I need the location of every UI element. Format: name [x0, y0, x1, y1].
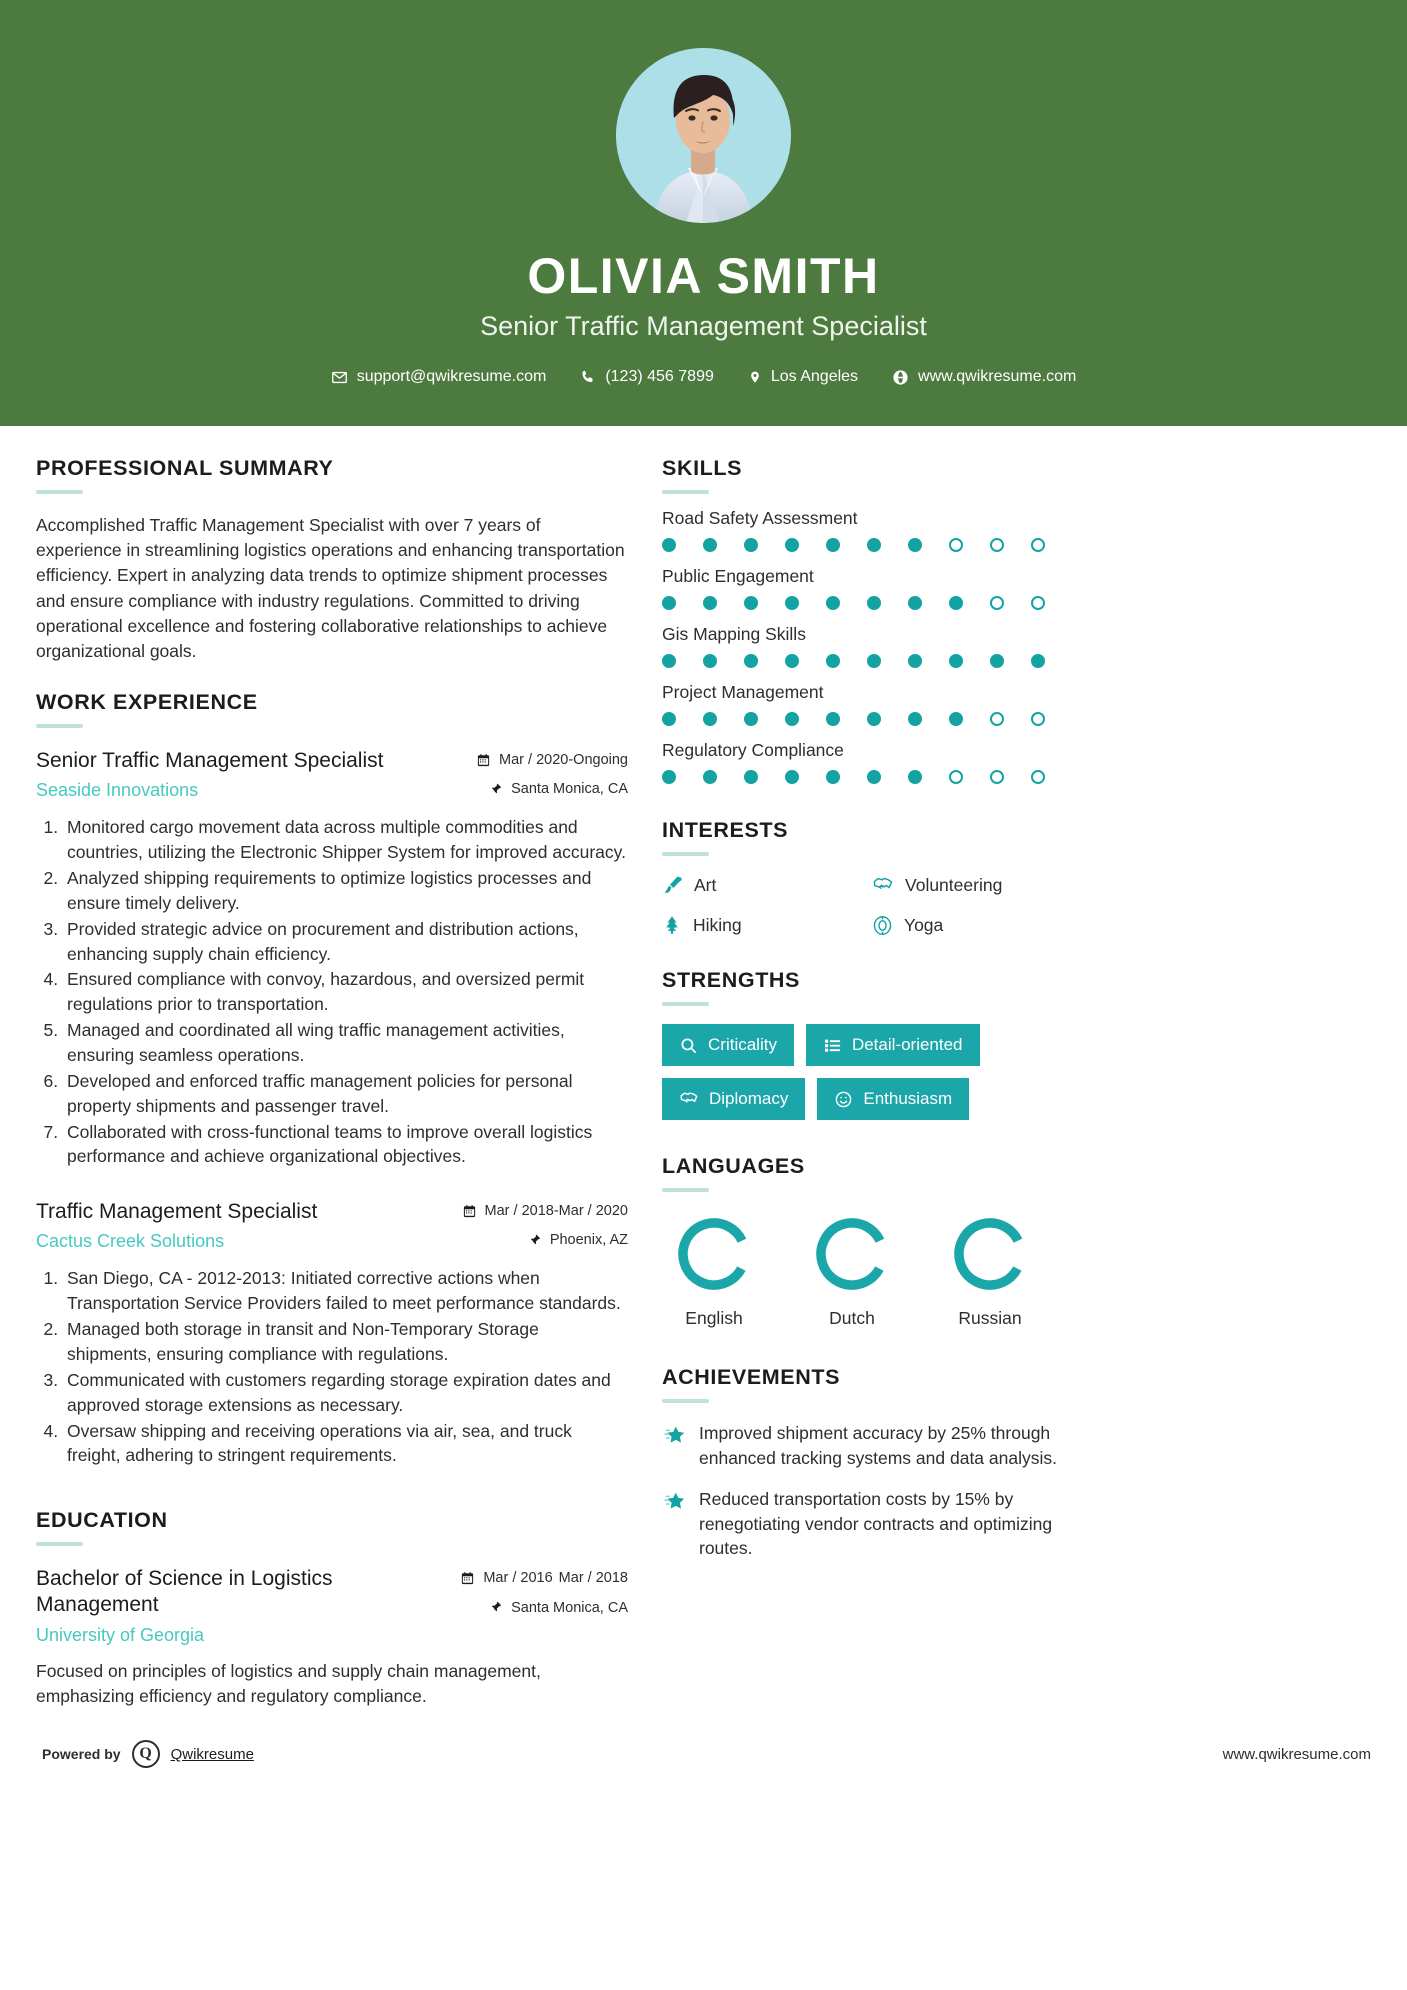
education-location: Santa Monica, CA — [511, 1599, 628, 1616]
languages-row — [662, 1214, 1072, 1329]
location-pin-icon — [748, 369, 762, 386]
experience-header — [36, 748, 628, 801]
skill-label: Public Engagement — [662, 566, 814, 586]
skill-dot — [867, 654, 881, 668]
section-rule — [662, 1188, 709, 1192]
skill-dot-cell — [785, 712, 826, 726]
section-languages — [662, 1154, 1072, 1329]
skill-dot — [949, 712, 963, 726]
contact-location[interactable] — [731, 368, 875, 386]
skill-dot — [826, 712, 840, 726]
education-dates-line — [460, 1570, 628, 1587]
contact-row — [0, 368, 1407, 386]
skill-item — [662, 566, 1072, 610]
achievement-text: Reduced transportation costs by 15% by renegotiating vendor contracts and optimizing routes. — [699, 1489, 1053, 1558]
interest-item-art — [662, 874, 862, 896]
education-date-end: Mar / 2018 — [558, 1570, 628, 1587]
skill-dot — [949, 596, 963, 610]
skill-dot — [662, 770, 676, 784]
section-title: SKILLS — [662, 456, 743, 480]
list-item: 3. Provided strategic advice on procurement and distribution actions, enhancing supply chain efficiency. — [63, 917, 628, 967]
resume-body — [0, 426, 1407, 1716]
skill-dot — [990, 712, 1004, 726]
tree-icon — [662, 914, 682, 936]
section-rule — [662, 1002, 709, 1006]
experience-item — [36, 748, 628, 1169]
skill-dot-cell — [949, 538, 990, 552]
skill-item — [662, 508, 1072, 552]
skill-dot — [1031, 712, 1045, 726]
skill-rating — [662, 770, 1072, 784]
list-icon — [823, 1036, 842, 1055]
right-column — [662, 456, 1072, 1578]
star-icon — [662, 1424, 686, 1448]
interest-label: Hiking — [693, 914, 742, 935]
skill-dot — [826, 596, 840, 610]
skill-dot-cell — [662, 770, 703, 784]
skill-dot — [785, 538, 799, 552]
pushpin-icon — [489, 782, 503, 797]
section-strengths — [662, 968, 1072, 1120]
education-date-start-wrap — [483, 1570, 552, 1587]
skill-dot-cell — [662, 654, 703, 668]
skill-dot-cell — [1031, 538, 1072, 552]
list-item: 1. San Diego, CA - 2012-2013: Initiated corrective actions when Transportation Service Providers failed to meet performance standards. — [63, 1266, 628, 1316]
skill-dot-cell — [744, 596, 785, 610]
section-education — [36, 1508, 628, 1708]
experience-location-line — [476, 781, 628, 797]
education-school[interactable]: University of Georgia — [36, 1624, 205, 1645]
contact-website[interactable] — [875, 368, 1093, 386]
donut-chart-icon — [674, 1214, 754, 1294]
interest-label: Art — [694, 874, 717, 895]
skill-dot-cell — [703, 596, 744, 610]
skill-dot — [744, 654, 758, 668]
section-interests — [662, 818, 1072, 936]
qwikresume-link[interactable]: Qwikresume — [170, 1745, 254, 1763]
language-ring — [812, 1214, 892, 1294]
magnifier-icon — [679, 1036, 698, 1055]
section-rule — [662, 490, 709, 494]
skill-dot — [908, 538, 922, 552]
skill-dot-cell — [990, 654, 1031, 668]
page-title: OLIVIA SMITH — [527, 248, 880, 304]
skill-dot-cell — [867, 596, 908, 610]
skill-dot — [990, 596, 1004, 610]
star-icon — [662, 1490, 686, 1514]
section-rule — [36, 724, 83, 728]
skill-dot-cell — [826, 654, 867, 668]
skill-dot — [785, 654, 799, 668]
skill-dot — [703, 654, 717, 668]
section-professional-summary — [36, 456, 628, 664]
list-item: 3. Communicated with customers regarding storage expiration dates and approved storage extensions as necessary. — [63, 1368, 628, 1418]
education-header — [36, 1566, 628, 1646]
skill-dot — [703, 712, 717, 726]
section-title: ACHIEVEMENTS — [662, 1365, 841, 1389]
education-location-line — [460, 1600, 628, 1616]
skill-dot-cell — [867, 770, 908, 784]
interest-item-hiking — [662, 914, 862, 936]
section-work-experience — [36, 690, 628, 1468]
skill-label: Regulatory Compliance — [662, 740, 844, 760]
skill-dot — [744, 770, 758, 784]
language-label: Russian — [958, 1308, 1022, 1328]
section-title: WORK EXPERIENCE — [36, 690, 258, 715]
yoga-icon — [872, 915, 893, 936]
skill-dot-cell — [744, 654, 785, 668]
skill-dot-cell — [908, 654, 949, 668]
list-item: 2. Managed both storage in transit and Non-Temporary Storage shipments, ensuring compliance with regulations. — [63, 1317, 628, 1367]
contact-email[interactable] — [314, 368, 564, 386]
skill-dot-cell — [908, 770, 949, 784]
education-date-end-wrap — [559, 1570, 628, 1587]
achievement-item — [662, 1487, 1072, 1561]
skill-dot — [703, 770, 717, 784]
list-item: 1. Monitored cargo movement data across multiple commodities and countries, utilizing the Electronic Shipper System for improved accuracy. — [63, 815, 628, 865]
experience-bullets — [36, 815, 628, 1169]
skill-rating — [662, 538, 1072, 552]
skill-dot — [744, 596, 758, 610]
education-date-start: Mar / 2016 — [483, 1570, 553, 1587]
skill-rating — [662, 654, 1072, 668]
skill-dot-cell — [662, 538, 703, 552]
contact-website-text: www.qwikresume.com — [918, 368, 1077, 385]
calendar-icon — [476, 753, 491, 768]
education-degree: Bachelor of Science in Logistics Management — [36, 1567, 333, 1617]
skill-dot — [990, 538, 1004, 552]
language-label: English — [685, 1308, 743, 1328]
skill-dot — [826, 770, 840, 784]
skill-dot-cell — [990, 538, 1031, 552]
strength-label: Enthusiasm — [863, 1089, 953, 1108]
phone-icon — [580, 369, 596, 385]
skill-dot-cell — [990, 712, 1031, 726]
donut-chart-icon — [812, 1214, 892, 1294]
skill-dot-cell — [785, 538, 826, 552]
skill-dot-cell — [744, 538, 785, 552]
achievement-item — [662, 1421, 1072, 1470]
skill-dot — [949, 770, 963, 784]
skill-dot — [949, 654, 963, 668]
section-title: STRENGTHS — [662, 968, 800, 992]
contact-phone-text: (123) 456 7899 — [605, 368, 714, 385]
skill-dot — [908, 712, 922, 726]
smiley-icon — [834, 1090, 853, 1109]
experience-role: Traffic Management Specialist — [36, 1200, 318, 1224]
skill-dot — [1031, 654, 1045, 668]
skill-dot — [908, 770, 922, 784]
skill-dot — [826, 538, 840, 552]
resume-header — [0, 0, 1407, 426]
skill-dot-cell — [826, 596, 867, 610]
skill-dot-cell — [908, 712, 949, 726]
skill-dot-cell — [867, 538, 908, 552]
skill-label: Project Management — [662, 682, 824, 702]
portrait-photo-icon — [616, 48, 791, 223]
experience-meta — [476, 748, 628, 797]
contact-location-text: Los Angeles — [770, 368, 859, 385]
qwikresume-logo-icon: Q — [132, 1740, 160, 1768]
skill-dot-cell — [785, 770, 826, 784]
strength-chip-criticality[interactable] — [662, 1024, 794, 1066]
experience-location: Santa Monica, CA — [511, 781, 628, 798]
skill-dot-cell — [744, 712, 785, 726]
skill-dot-cell — [662, 596, 703, 610]
skill-dot-cell — [1031, 712, 1072, 726]
language-ring — [950, 1214, 1030, 1294]
skill-dot — [867, 596, 881, 610]
donut-chart-icon — [950, 1214, 1030, 1294]
section-title: INTERESTS — [662, 818, 789, 842]
strength-label: Detail-oriented — [851, 1035, 963, 1054]
strength-label: Criticality — [708, 1035, 777, 1054]
strengths-chips — [662, 1024, 1072, 1120]
section-title: LANGUAGES — [662, 1154, 805, 1178]
skill-dot-cell — [785, 596, 826, 610]
envelope-icon — [331, 369, 348, 386]
skill-dot — [703, 596, 717, 610]
calendar-icon — [460, 1571, 475, 1586]
skill-item — [662, 740, 1072, 784]
powered-by-block — [42, 1740, 254, 1768]
contact-email-text: support@qwikresume.com — [356, 368, 547, 385]
experience-meta — [462, 1199, 628, 1248]
skill-dot — [867, 770, 881, 784]
paintbrush-icon — [662, 875, 683, 896]
experience-dates: Mar / 2020-Ongoing — [499, 752, 628, 769]
skill-dot — [662, 654, 676, 668]
skill-dot — [785, 712, 799, 726]
calendar-icon — [462, 1204, 477, 1219]
skill-dot — [826, 654, 840, 668]
experience-location: Phoenix, AZ — [549, 1232, 628, 1249]
language-item-russian — [944, 1214, 1036, 1329]
skill-dot-cell — [908, 596, 949, 610]
experience-role: Senior Traffic Management Specialist — [36, 749, 384, 773]
experience-company[interactable]: Seaside Innovations — [36, 780, 199, 801]
skill-dot-cell — [949, 654, 990, 668]
skill-dot-cell — [785, 654, 826, 668]
experience-dates-line — [476, 752, 628, 768]
skill-label: Gis Mapping Skills — [662, 624, 806, 644]
skill-dot-cell — [949, 596, 990, 610]
skill-rating — [662, 596, 1072, 610]
interest-label: Yoga — [904, 914, 944, 935]
language-item-dutch — [806, 1214, 898, 1329]
skill-dot — [908, 596, 922, 610]
experience-header — [36, 1199, 628, 1252]
skill-dot-cell — [1031, 596, 1072, 610]
strength-label: Diplomacy — [709, 1089, 789, 1108]
skill-dot-cell — [703, 712, 744, 726]
language-item-english — [668, 1214, 760, 1329]
skill-dot — [1031, 596, 1045, 610]
skill-dot-cell — [908, 538, 949, 552]
language-label: Dutch — [829, 1308, 875, 1328]
skill-dot-cell — [662, 712, 703, 726]
skill-dot — [908, 654, 922, 668]
list-item: 5. Managed and coordinated all wing traffic management activities, ensuring seamless operations. — [63, 1018, 628, 1068]
skill-label: Road Safety Assessment — [662, 508, 858, 528]
education-item — [36, 1566, 628, 1708]
interest-label: Volunteering — [905, 874, 1003, 895]
skill-dot — [662, 538, 676, 552]
skill-dot-cell — [826, 770, 867, 784]
skill-dot — [867, 712, 881, 726]
section-rule — [36, 1542, 83, 1546]
list-item: 6. Developed and enforced traffic management policies for personal property shipments and passenger travel. — [63, 1069, 628, 1119]
list-item: 4. Ensured compliance with convoy, hazardous, and oversized permit regulations prior to transportation. — [63, 967, 628, 1017]
skill-item — [662, 682, 1072, 726]
pushpin-icon — [528, 1233, 542, 1248]
powered-by-label: Powered by — [42, 1746, 121, 1763]
experience-dates: Mar / 2018-Mar / 2020 — [484, 1203, 628, 1220]
skill-dot — [1031, 538, 1045, 552]
section-rule — [662, 1399, 709, 1403]
skill-dot-cell — [1031, 654, 1072, 668]
skill-dot — [990, 654, 1004, 668]
experience-bullets — [36, 1266, 628, 1468]
list-item: 4. Oversaw shipping and receiving operations via air, sea, and truck freight, adhering to stringent requirements. — [63, 1419, 628, 1469]
education-meta — [460, 1566, 628, 1616]
section-skills — [662, 456, 1072, 784]
job-title: Senior Traffic Management Specialist — [480, 311, 927, 341]
skill-dot-cell — [703, 654, 744, 668]
experience-dates-line — [462, 1203, 628, 1219]
skill-dot — [662, 596, 676, 610]
skill-dot — [744, 538, 758, 552]
left-column — [36, 456, 628, 1716]
skill-dot — [867, 538, 881, 552]
section-title: PROFESSIONAL SUMMARY — [36, 456, 334, 480]
section-rule — [662, 852, 709, 856]
skill-dot — [990, 770, 1004, 784]
skill-dot-cell — [1031, 770, 1072, 784]
skill-dot — [662, 712, 676, 726]
skill-dot-cell — [867, 654, 908, 668]
skill-dot-cell — [826, 538, 867, 552]
skill-dot-cell — [949, 712, 990, 726]
footer-url: www.qwikresume.com — [1222, 1745, 1371, 1763]
skill-dot-cell — [990, 596, 1031, 610]
globe-icon — [892, 369, 909, 386]
skill-dot — [744, 712, 758, 726]
avatar — [616, 48, 791, 223]
section-title: EDUCATION — [36, 1508, 168, 1533]
list-item: 7. Collaborated with cross-functional teams to improve overall logistics performance and achieve organizational objectives. — [63, 1120, 628, 1170]
strength-chip-enthusiasm[interactable] — [817, 1078, 969, 1120]
handshake-icon — [679, 1089, 699, 1109]
skill-dot — [949, 538, 963, 552]
experience-item — [36, 1199, 628, 1468]
section-rule — [36, 490, 83, 494]
skill-dot-cell — [703, 770, 744, 784]
achievements-list — [662, 1421, 1072, 1561]
achievement-text: Improved shipment accuracy by 25% through enhanced tracking systems and data analysis. — [699, 1423, 1057, 1468]
education-description: Focused on principles of logistics and supply chain management, emphasizing efficiency and regulatory compliance. — [36, 1660, 541, 1706]
skill-rating — [662, 712, 1072, 726]
footer — [0, 1724, 1407, 1794]
contact-phone[interactable] — [563, 368, 731, 386]
skill-dot-cell — [990, 770, 1031, 784]
interests-grid — [662, 874, 1072, 936]
summary-text: Accomplished Traffic Management Specialist with over 7 years of experience in streamlining logistics operations and enhancing transportation efficiency. Expert in analyzing data trends to optimize shipment processes and ensure compliance with industry regulations. Committed to driving operational excellence and fostering collaborative relationships to achieve organizational goals. — [36, 515, 625, 661]
skill-dot-cell — [867, 712, 908, 726]
interest-item-volunteering — [872, 874, 1072, 896]
skill-dot-cell — [744, 770, 785, 784]
pushpin-icon — [489, 1600, 503, 1615]
skill-item — [662, 624, 1072, 668]
handshake-icon — [872, 874, 894, 896]
section-achievements — [662, 1365, 1072, 1561]
experience-location-line — [462, 1232, 628, 1248]
skill-dot — [785, 770, 799, 784]
list-item: 2. Analyzed shipping requirements to optimize logistics processes and ensure timely delivery. — [63, 866, 628, 916]
strength-chip-detail-oriented[interactable] — [806, 1024, 980, 1066]
skill-dot-cell — [703, 538, 744, 552]
interest-item-yoga — [872, 914, 1072, 936]
skill-dot — [1031, 770, 1045, 784]
skill-dot-cell — [826, 712, 867, 726]
skill-dot — [785, 596, 799, 610]
skill-dot — [703, 538, 717, 552]
strength-chip-diplomacy[interactable] — [662, 1078, 805, 1120]
language-ring — [674, 1214, 754, 1294]
skill-dot-cell — [949, 770, 990, 784]
experience-company[interactable]: Cactus Creek Solutions — [36, 1231, 225, 1252]
